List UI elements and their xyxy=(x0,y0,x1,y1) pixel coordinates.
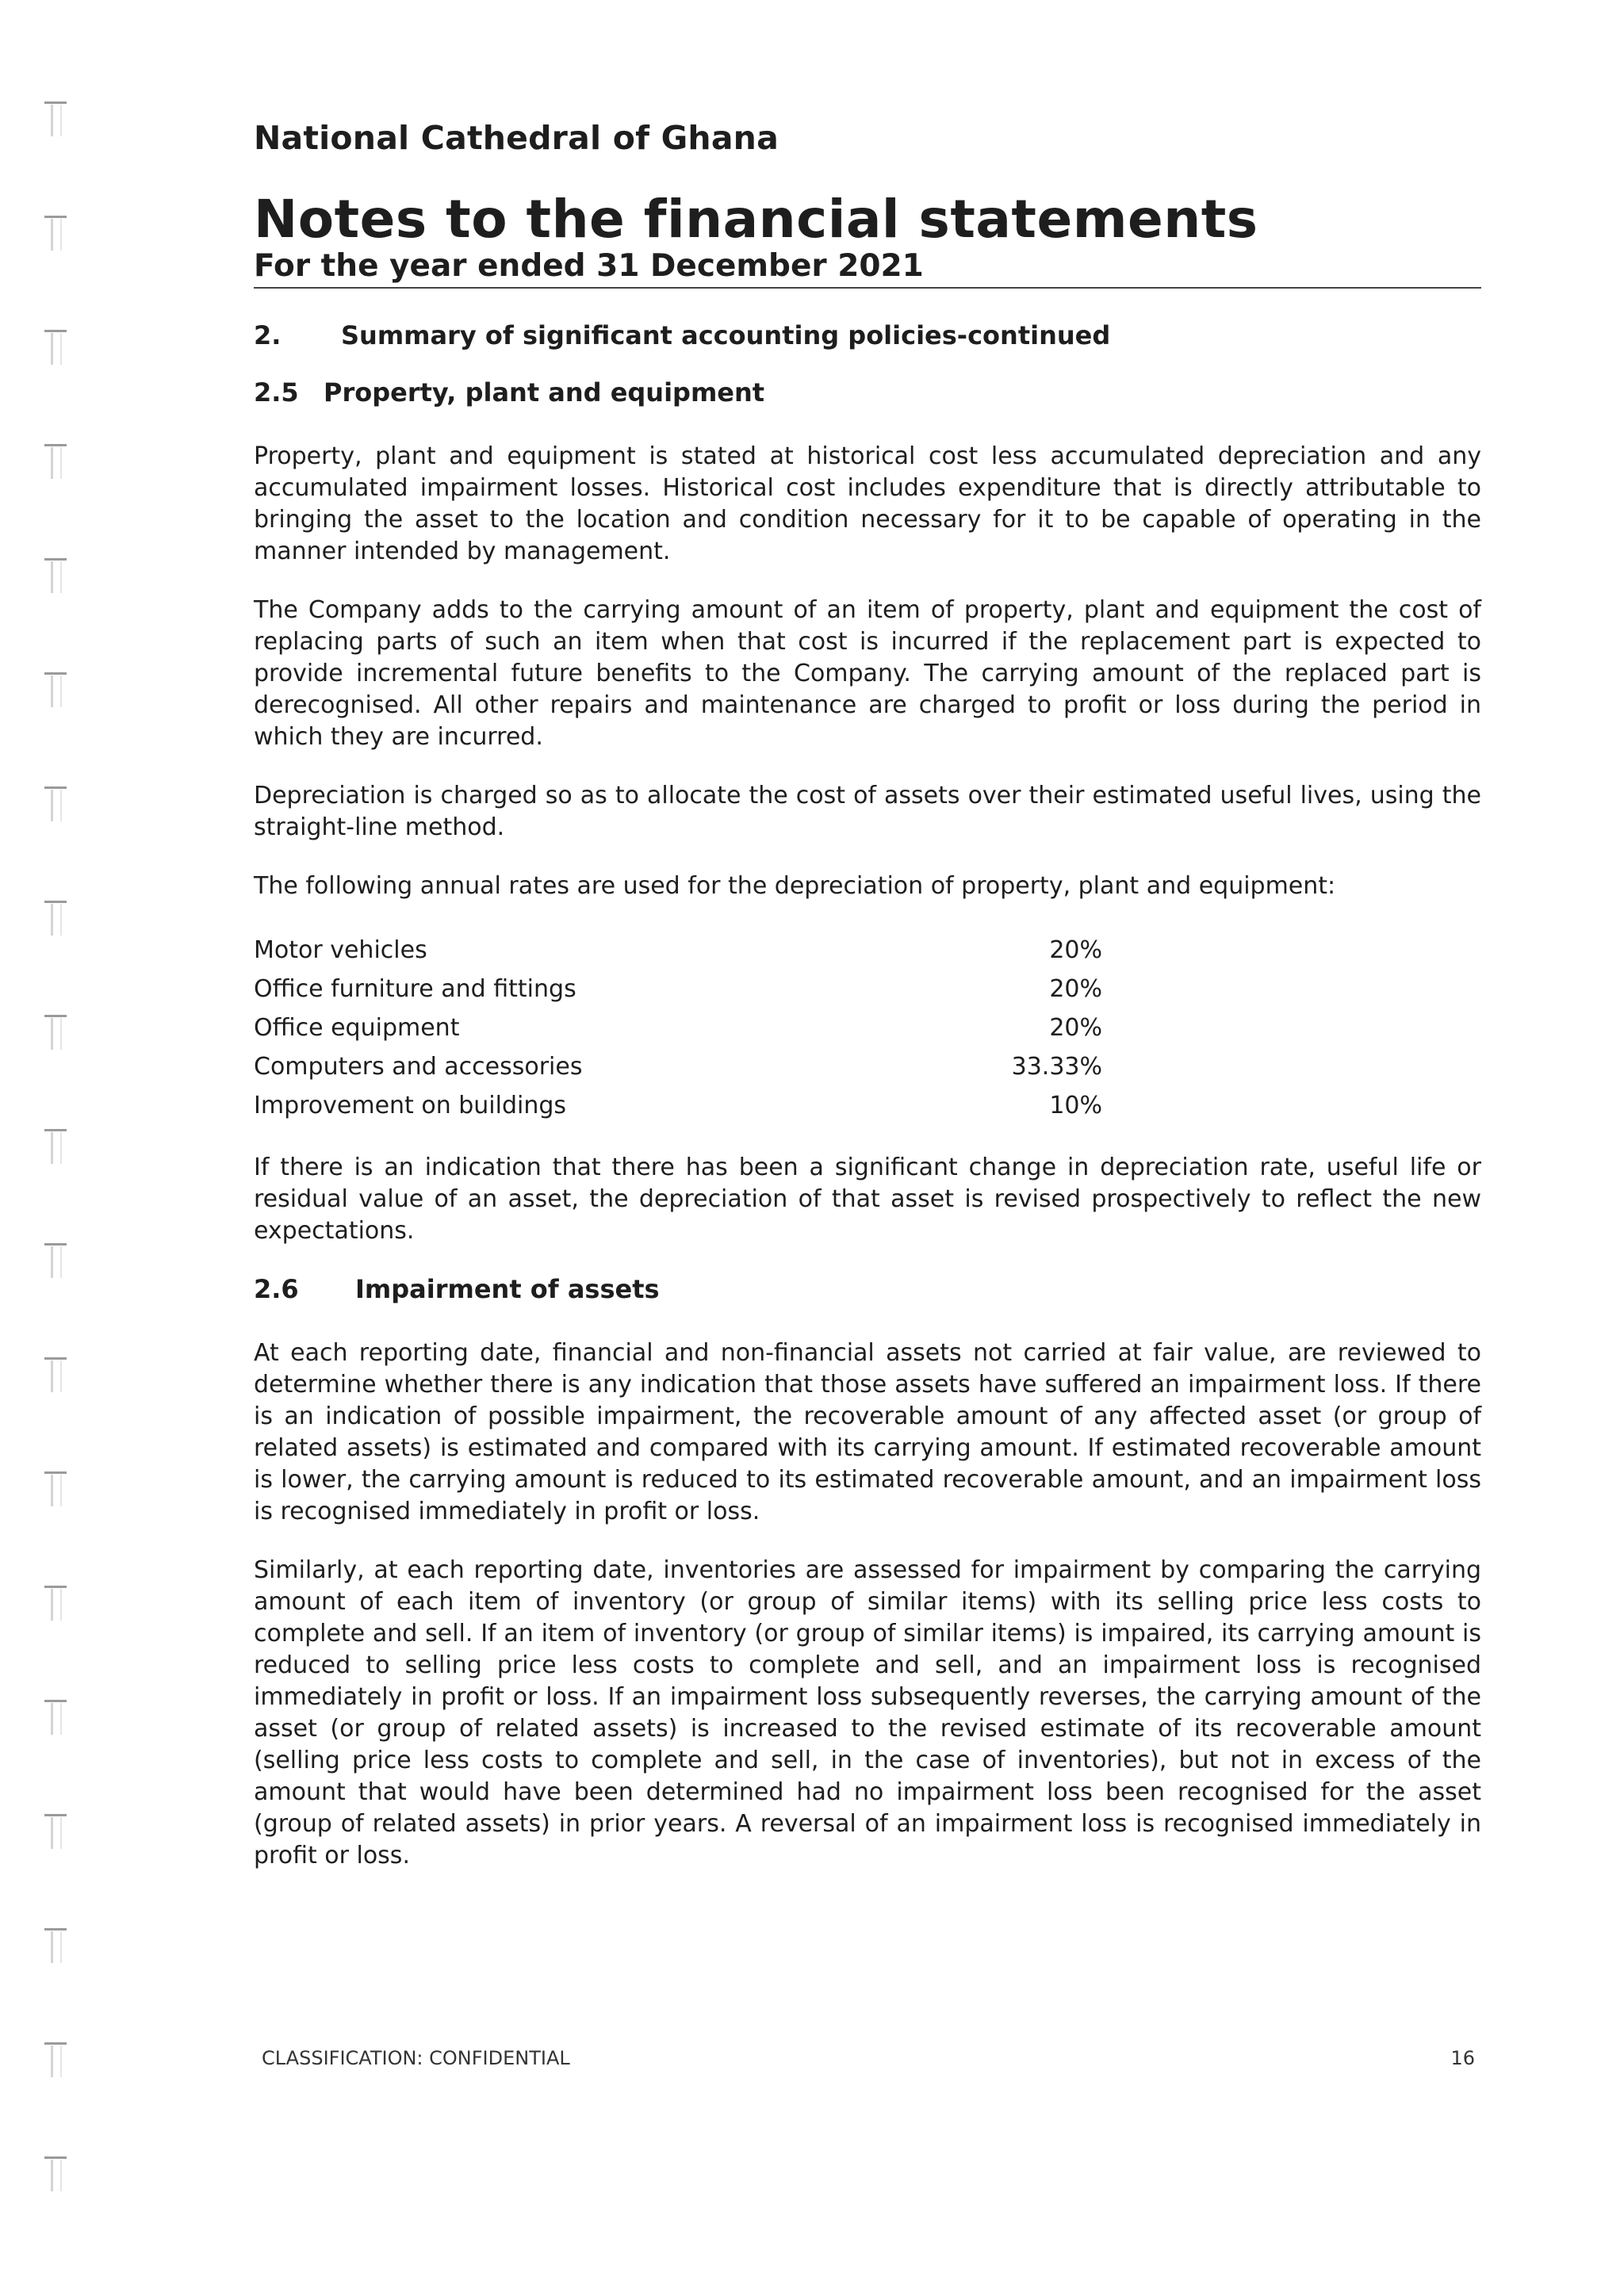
rate-asset: Computers and accessories xyxy=(254,1053,583,1081)
rate-value: 33.33% xyxy=(1011,1053,1102,1081)
rate-value: 20% xyxy=(1049,936,1102,965)
rate-row xyxy=(254,970,1102,1008)
depreciation-rates-table xyxy=(254,931,1102,1125)
impairment-number: 2.6 xyxy=(254,1274,299,1305)
rate-row xyxy=(254,1008,1102,1047)
section-heading xyxy=(254,320,1481,350)
section-title: Summary of significant accounting policies-continued xyxy=(341,320,1111,351)
rate-value: 10% xyxy=(1049,1092,1102,1120)
ppe-title: Property, plant and equipment xyxy=(324,377,765,408)
rate-asset: Motor vehicles xyxy=(254,936,427,965)
page-subtitle: For the year ended 31 December 2021 xyxy=(254,248,1481,289)
rate-asset: Office equipment xyxy=(254,1014,460,1043)
impairment-heading xyxy=(254,1274,1481,1304)
document-page xyxy=(254,119,1481,1872)
ppe-paragraph: Depreciation is charged so as to allocate the cost of assets over their estimated useful lives, using the straight-line method. xyxy=(254,782,1481,842)
ppe-heading xyxy=(254,377,1481,408)
organization-name: National Cathedral of Ghana xyxy=(254,119,779,157)
ppe-paragraph: Property, plant and equipment is stated at historical cost less accumulated depreciation and any accumulated impairment losses. Historical cost includes expenditure that is directly attributable to bringing the asset to the location and condition necessary for it to be capable of operating in the manner intended by management. xyxy=(254,442,1481,566)
impairment-paragraph: Similarly, at each reporting date, inventories are assessed for impairment by comparing the carrying amount of each item of inventory (or group of similar items) with its selling price less costs to complete and sell. If an item of inventory (or group of similar items) is impaired, its carrying amount is reduced to selling price less costs to complete and sell, and an impairment loss is recognised immediately in profit or loss. If an impairment loss subsequently reverses, the carrying amount of the asset (or group of related assets) is increased to the revised estimate of its recoverable amount (selling price less costs to complete and sell, in the case of inventories), but not in excess of the amount that would have been determined had no impairment loss been recognised for the asset (group of related assets) in prior years. A reversal of an impairment loss is recognised immediately in profit or loss. xyxy=(254,1556,1481,1870)
rate-value: 20% xyxy=(1049,975,1102,1004)
ppe-number: 2.5 xyxy=(254,377,299,408)
classification-label: CLASSIFICATION: CONFIDENTIAL xyxy=(262,2047,570,2069)
ppe-paragraph: The following annual rates are used for the depreciation of property, plant and equipment: xyxy=(254,872,1336,901)
rate-row xyxy=(254,1086,1102,1125)
rate-asset: Office furniture and fittings xyxy=(254,975,576,1004)
rate-value: 20% xyxy=(1049,1014,1102,1043)
rate-asset: Improvement on buildings xyxy=(254,1092,567,1120)
ppe-closing-paragraph: If there is an indication that there has been a significant change in depreciation rate, useful life or residual value of an asset, the depreciation of that asset is revised prospectively to reflect the new expectations. xyxy=(254,1154,1481,1246)
impairment-title: Impairment of assets xyxy=(355,1274,660,1305)
ppe-paragraph: The Company adds to the carrying amount of an item of property, plant and equipment the cost of replacing parts of such an item when that cost is incurred if the replacement part is expected to provide incremental future benefits to the Company. The carrying amount of the replaced part is derecognised. All other repairs and maintenance are charged to profit or loss during the period in which they are incurred. xyxy=(254,596,1481,752)
page-footer xyxy=(262,2047,1475,2069)
impairment-paragraph: At each reporting date, financial and non-financial assets not carried at fair value, are reviewed to determine whether there is any indication that those assets have suffered an impairment loss. If there is an indication of possible impairment, the recoverable amount of any affected asset (or group of related assets) is estimated and compared with its carrying amount. If estimated recoverable amount is lower, the carrying amount is reduced to its estimated recoverable amount, and an impairment loss is recognised immediately in profit or loss. xyxy=(254,1339,1481,1526)
rate-row xyxy=(254,931,1102,970)
rate-row xyxy=(254,1047,1102,1086)
page-number: 16 xyxy=(1450,2047,1475,2069)
page-title: Notes to the financial statements xyxy=(254,189,1258,250)
section-number: 2. xyxy=(254,320,282,351)
